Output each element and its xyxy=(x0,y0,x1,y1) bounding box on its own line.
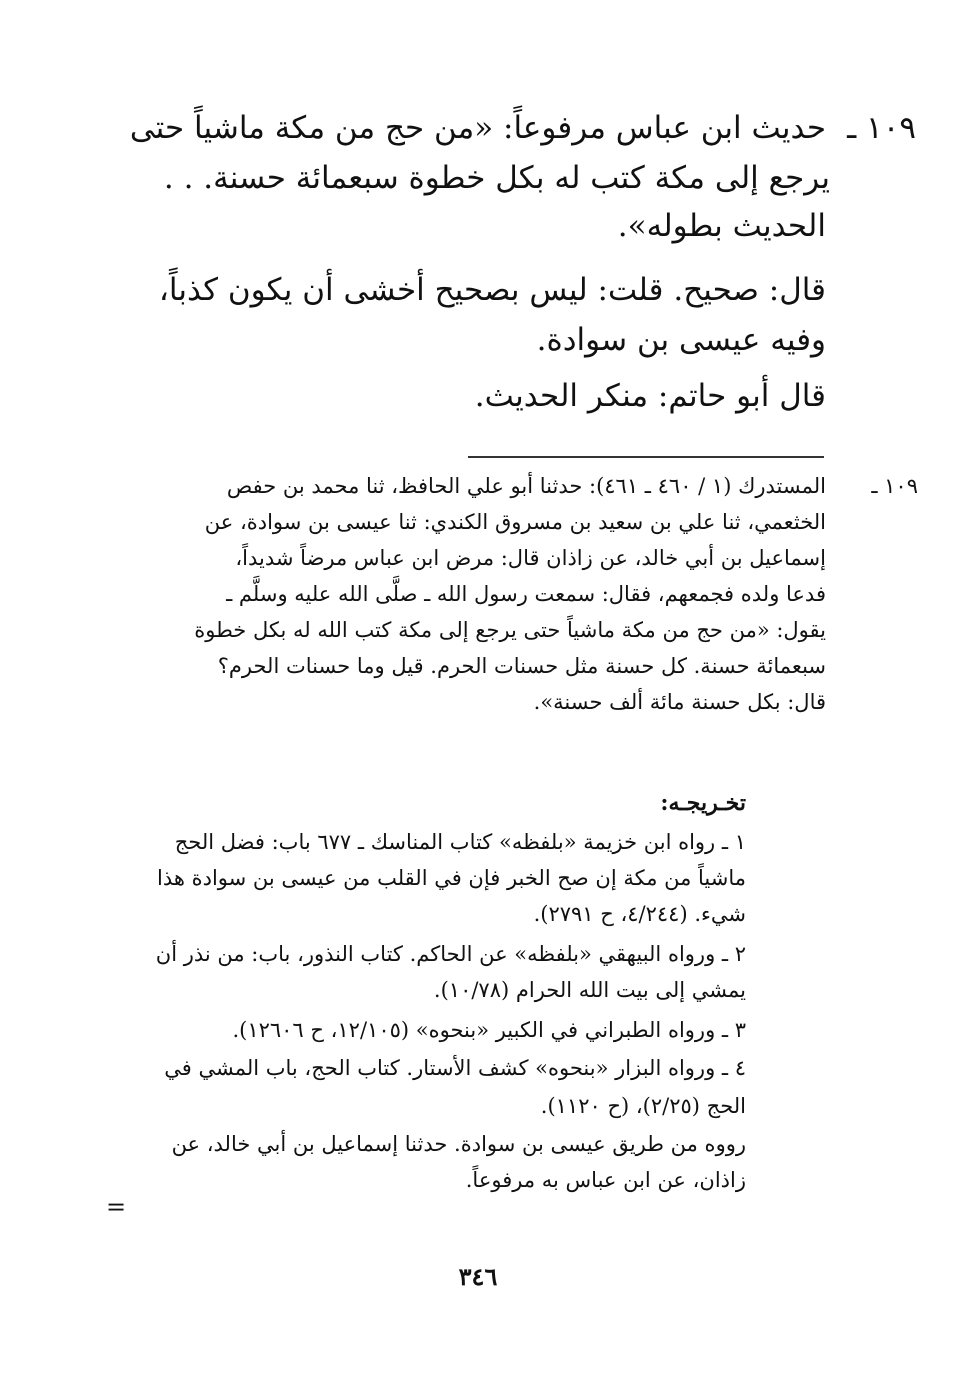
takhrij-line: شيء. (٤/٢٤٤، ح ٢٧٩١). xyxy=(533,902,746,926)
footnote-number: ١٠٩ ـ xyxy=(871,474,918,498)
footnote-line: الخثعمي، ثنا علي بن سعيد بن مسروق الكندي: ثنا عيسى بن سوادة، عن xyxy=(204,510,826,534)
takhrij-line: الحج (٢/٢٥)، (ح ١١٢٠). xyxy=(540,1094,746,1118)
judgment-line: قال: صحيح. قلت: ليس بصحيح أخشى أن يكون كذباً، xyxy=(158,272,826,308)
footnote-separator xyxy=(468,456,824,458)
hadith-line: الحديث بطوله». xyxy=(617,208,826,244)
hadith-line: يرجع إلى مكة كتب له بكل خطوة سبعمائة حسنة. . . xyxy=(163,160,830,196)
takhrij-line: يمشي إلى بيت الله الحرام (١٠/٧٨). xyxy=(433,978,746,1002)
footnote-line: قال: بكل حسنة مائة ألف حسنة». xyxy=(533,690,826,714)
takhrij-line: ١ ـ رواه ابن خزيمة «بلفظه» كتاب المناسك ـ ٦٧٧ باب: فضل الحج xyxy=(174,830,746,854)
footnote-line: فدعا ولده فجمعهم، فقال: سمعت رسول الله ـ صلَّى الله عليه وسلَّم ـ xyxy=(226,582,826,606)
takhrij-line: ماشياً من مكة إن صح الخبر فإن في القلب من عيسى بن سوادة هذا xyxy=(156,866,746,890)
abu-hatim-line: قال أبو حاتم: منكر الحديث. xyxy=(474,378,826,414)
footnote-line: إسماعيل بن أبي خالد، عن زاذان قال: مرض ابن عباس مرضاً شديداً، xyxy=(235,546,826,570)
takhrij-line: رووه من طريق عيسى بن سوادة. حدثنا إسماعيل بن أبي خالد، عن xyxy=(171,1132,746,1156)
continuation-mark: = xyxy=(106,1193,127,1221)
page-number: ٣٤٦ xyxy=(458,1262,498,1291)
takhrij-line: ٢ ـ ورواه البيهقي «بلفظه» عن الحاكم. كتاب النذور، باب: من نذر أن xyxy=(155,942,746,966)
takhrij-heading: تخـريجـه: xyxy=(660,790,746,816)
judgment-line: وفيه عيسى بن سوادة. xyxy=(536,322,826,358)
hadith-number: ١٠٩ ـ xyxy=(847,110,916,146)
footnote-line: المستدرك (١ / ٤٦٠ ـ ٤٦١): حدثنا أبو علي الحافظ، ثنا محمد بن حفص xyxy=(226,474,826,498)
takhrij-line: ٣ ـ ورواه الطبراني في الكبير «بنحوه» (١٢/١٠٥، ح ١٢٦٠٦). xyxy=(232,1018,746,1042)
takhrij-line: ٤ ـ ورواه البزار «بنحوه» كشف الأستار. كتاب الحج، باب المشي في xyxy=(164,1056,746,1080)
footnote-line: يقول: «من حج من مكة ماشياً حتى يرجع إلى مكة كتب الله له بكل خطوة xyxy=(194,618,826,642)
footnote-line: سبعمائة حسنة. كل حسنة مثل حسنات الحرم. قيل وما حسنات الحرم؟ xyxy=(217,654,826,678)
hadith-line: حديث ابن عباس مرفوعاً: «من حج من مكة ماشياً حتى xyxy=(129,110,826,146)
takhrij-line: زاذان، عن ابن عباس به مرفوعاً. xyxy=(465,1168,746,1192)
